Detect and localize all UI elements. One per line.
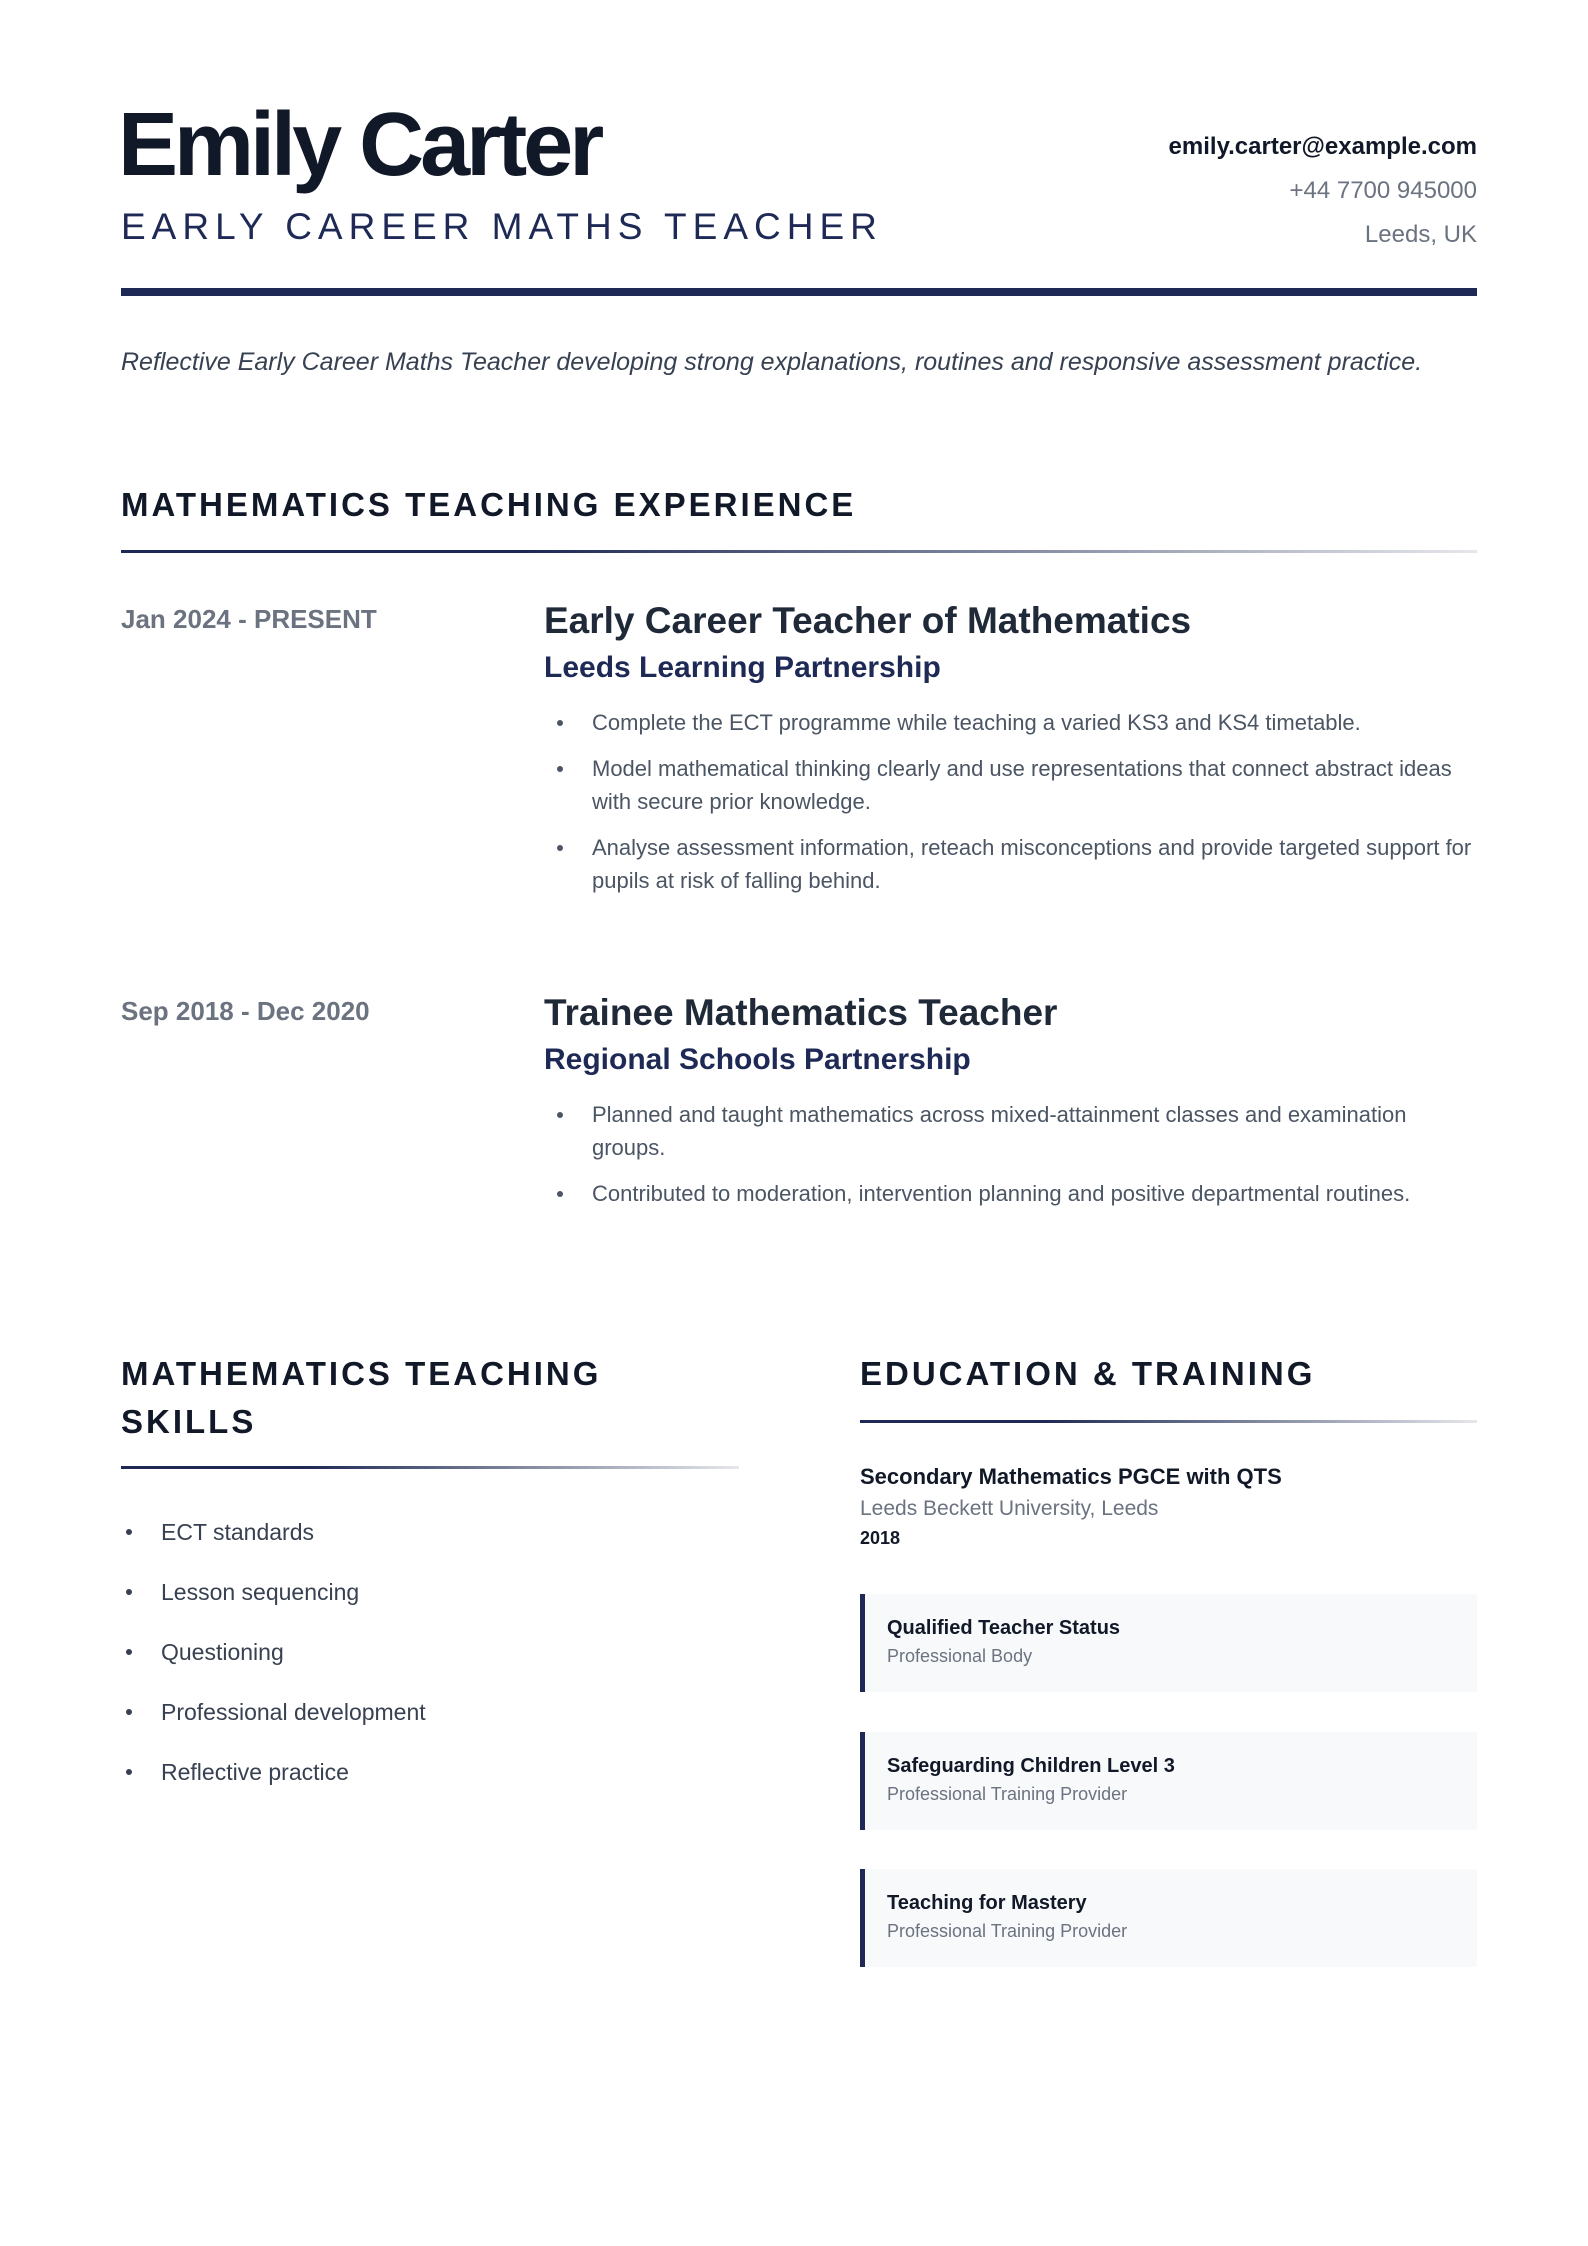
certification-card — [860, 1869, 1477, 1967]
job-organization: Leeds Learning Partnership — [544, 651, 941, 684]
certification-name: Qualified Teacher Status — [887, 1617, 1121, 1639]
certification-name: Teaching for Mastery — [887, 1892, 1087, 1914]
skills-list — [121, 1515, 426, 1815]
contact-block — [1169, 125, 1477, 257]
job-bullet: Contributed to moderation, intervention planning and positive departmental routines. — [544, 1177, 1477, 1210]
degree-school: Leeds Beckett University, Leeds — [860, 1497, 1159, 1520]
job-title: Early Career Teacher of Mathematics — [544, 600, 1192, 641]
experience-divider — [121, 550, 1477, 553]
job-dates: Jan 2024 - PRESENT — [121, 604, 377, 634]
skill-item: Questioning — [121, 1635, 426, 1669]
skill-item: Lesson sequencing — [121, 1575, 426, 1609]
profile-summary: Reflective Early Career Maths Teacher developing strong explanations, routines and responsive assessment practice. — [121, 348, 1423, 376]
job-bullet: Complete the ECT programme while teaching a varied KS3 and KS4 timetable. — [544, 706, 1477, 739]
candidate-name: Emily Carter — [118, 95, 601, 195]
job-bullets — [544, 706, 1477, 897]
education-divider — [860, 1420, 1477, 1423]
contact-email[interactable]: emily.carter@example.com — [1168, 133, 1477, 160]
degree-name: Secondary Mathematics PGCE with QTS — [860, 1464, 1282, 1489]
certification-issuer: Professional Body — [887, 1646, 1033, 1666]
job-bullet: Model mathematical thinking clearly and use representations that connect abstract ideas with secure prior knowledge. — [544, 752, 1477, 818]
resume-header — [118, 95, 1477, 295]
job-bullet: Analyse assessment information, reteach misconceptions and provide targeted support for pupils at risk of falling behind. — [544, 831, 1477, 897]
candidate-title: EARLY CAREER MATHS TEACHER — [121, 206, 883, 247]
certification-issuer: Professional Training Provider — [887, 1784, 1128, 1804]
skill-item: ECT standards — [121, 1515, 426, 1549]
job-bullets — [544, 1098, 1477, 1210]
skills-heading-line2: SKILLS — [121, 1403, 257, 1440]
header-divider — [121, 288, 1477, 296]
education-entry — [860, 1460, 1477, 1552]
skill-item: Professional development — [121, 1695, 426, 1729]
job-details — [544, 991, 1477, 1223]
job-bullet: Planned and taught mathematics across mixed-attainment classes and examination groups. — [544, 1098, 1477, 1164]
job-dates: Sep 2018 - Dec 2020 — [121, 996, 370, 1026]
contact-phone: +44 7700 945000 — [1289, 177, 1477, 204]
certification-card — [860, 1594, 1477, 1692]
skills-heading-line1: MATHEMATICS TEACHING — [121, 1355, 602, 1392]
skill-item: Reflective practice — [121, 1755, 426, 1789]
job-organization: Regional Schools Partnership — [544, 1043, 971, 1076]
education-heading: EDUCATION & TRAINING — [860, 1355, 1316, 1392]
contact-location: Leeds, UK — [1364, 221, 1477, 248]
degree-year: 2018 — [860, 1528, 901, 1548]
certification-issuer: Professional Training Provider — [887, 1921, 1128, 1941]
skills-heading — [121, 1350, 601, 1446]
job-details — [544, 599, 1477, 910]
skills-divider — [121, 1466, 739, 1469]
certification-name: Safeguarding Children Level 3 — [887, 1755, 1175, 1777]
job-title: Trainee Mathematics Teacher — [544, 992, 1058, 1033]
certification-card — [860, 1732, 1477, 1830]
experience-heading: MATHEMATICS TEACHING EXPERIENCE — [121, 486, 857, 523]
